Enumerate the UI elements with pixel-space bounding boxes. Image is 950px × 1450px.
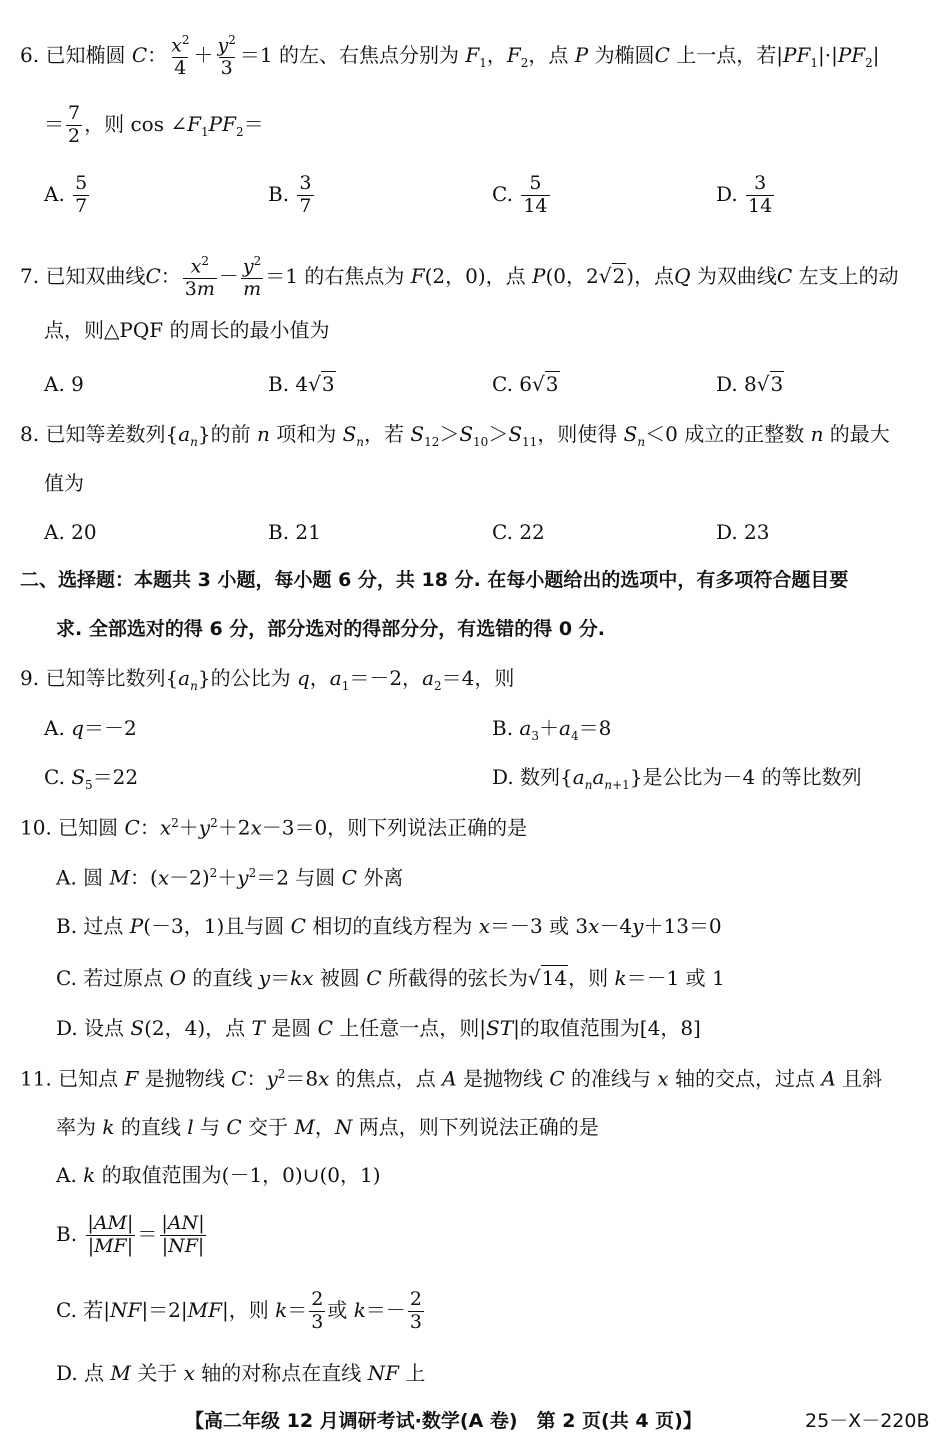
footer-title: 【高二年级 12 月调研考试·数学(A 卷) 第 2 页(共 4 页)】 <box>185 1410 702 1432</box>
q6-line2: ＝ $\frac{7}{2}$ ，则 $\cos \angle F_1PF_2=$ <box>44 102 264 147</box>
q8-number: 8. <box>20 422 40 446</box>
q6-number: 6. <box>20 43 40 68</box>
q10-option-c: C. 若过原点 O 的直线 y＝kx 被圆 C 所截得的弦长为√14，则 k＝－1 或 1 <box>56 966 725 990</box>
q9-option-b: B. $a_3+a_4=8$ <box>492 716 612 743</box>
q11-option-c: C. 若|NF|＝2|MF|，则 k＝ $\frac{2}{3}$ 或 k＝－ $\frac{2}{3}$ <box>56 1288 422 1333</box>
q8-option-a: A. 20 <box>44 520 97 544</box>
q6-text: 已知椭圆 <box>45 43 126 68</box>
q11-option-b: B. $\frac{|AM|}{|MF|}$ ＝ $\frac{|AN|}{|NF|}$ <box>56 1212 205 1257</box>
q7-option-c: C. 6√3 <box>492 372 559 396</box>
q11-option-a: A. k 的取值范围为(－1，0)∪(0，1) <box>56 1163 381 1187</box>
q10-stem: 10. 已知圆 C：$x^2+y^2+2x-3=0$，则下列说法正确的是 <box>20 815 528 840</box>
q8-line1: 8. 已知等差数列$\{a_n\}$的前 n 项和为 $S_n$，若 $S_{12}>S_{10}>S_{11}$，则使得 $S_n<0$ 成立的正整数 n 的最大 <box>20 422 890 449</box>
q7-text: 已知双曲线 <box>45 264 146 289</box>
page-footer <box>185 1406 930 1433</box>
q8-option-b: B. 21 <box>268 520 321 544</box>
q9-option-d: D. 数列$\{a_na_{n+1}\}$是公比为－4 的等比数列 <box>492 765 862 792</box>
q10-option-a: A. 圆 M：$(x-2)^2+y^2=2$ 与圆 C 外离 <box>56 865 404 890</box>
q6-line1: 6. 已知椭圆 C： $\frac{x^2}{4}$ ＋ $\frac{y^2}{3}$ ＝1 的左、右焦点分别为 $F_1$，$F_2$，点 P 为椭圆C 上一点，若$|PF_1|\cdot|PF_2|$ <box>20 33 880 80</box>
q11-option-d: D. 点 M 关于 x 轴的对称点在直线 NF 上 <box>56 1361 426 1385</box>
q6-option-a: A. $\frac{5}{7}$ <box>44 172 88 217</box>
q6-option-b: B. $\frac{3}{7}$ <box>268 172 312 217</box>
q11-line2: 率为 k 的直线 l 与 C 交于 M，N 两点，则下列说法正确的是 <box>56 1115 599 1139</box>
q7-text: 左支上的动 <box>798 264 899 289</box>
footer-code: 25－X－220B <box>805 1410 930 1432</box>
q6-text: 上一点，若| <box>676 43 783 68</box>
section-header-line1: 二、选择题：本题共 3 小题，每小题 6 分，共 18 分. 在每小题给出的选项中，有多项符合题目要 <box>20 569 849 591</box>
q7-line2: 点，则△PQF 的周长的最小值为 <box>44 318 330 342</box>
q7-line1: 7. 已知双曲线C： $\frac{x^2}{3m}$ － $\frac{y^2}{m}$ ＝1 的右焦点为 F(2，0)，点 P(0，2√2)，点Q 为双曲线C 左支上的动 <box>20 254 899 301</box>
fraction: $\frac{x^2}{4}$ <box>171 33 190 80</box>
q6-text: | <box>872 43 880 68</box>
q8-option-c: C. 22 <box>492 520 545 544</box>
q10-option-d: D. 设点 S(2，4)，点 T 是圆 C 上任意一点，则|ST|的取值范围为[4，8] <box>56 1016 701 1040</box>
section-header-line2: 求. 全部选对的得 6 分，部分选对的得部分分，有选错的得 0 分. <box>56 618 605 640</box>
q7-text: ，点 <box>485 264 526 289</box>
q7-text: 的右焦点为 <box>304 264 405 289</box>
q9-option-c: C. $S_5=22$ <box>44 765 139 792</box>
q9-option-a: A. q＝－2 <box>44 716 137 740</box>
q9-stem: 9. 已知等比数列$\{a_n\}$的公比为 q，$a_1=-2$，$a_2=4$，则 <box>20 666 515 693</box>
q8-line2: 值为 <box>44 471 84 495</box>
q6-text: 为椭圆 <box>594 43 655 68</box>
fraction: $\frac{y^2}{3}$ <box>217 33 236 80</box>
q7-text: ，点 <box>634 264 675 289</box>
q6-option-d: D. $\frac{3}{14}$ <box>716 172 773 217</box>
q7-number: 7. <box>20 264 40 289</box>
fraction: $\frac{7}{2}$ <box>68 102 81 147</box>
q7-option-d: D. 8√3 <box>716 372 784 396</box>
q10-option-b: B. 过点 P(－3，1)且与圆 C 相切的直线方程为 x＝－3 或 3x－4y＋13＝0 <box>56 914 722 938</box>
q6-text: 的左、右焦点分别为 <box>278 43 459 68</box>
q11-line1: 11. 已知点 F 是抛物线 C：$y^2=8x$ 的焦点，点 A 是抛物线 C 的准线与 x 轴的交点，过点 A 且斜 <box>20 1066 883 1091</box>
q6-text: ，则 cos ∠ <box>84 111 188 136</box>
q6-text: ＝ <box>243 111 264 136</box>
q7-option-a: A. 9 <box>44 372 84 396</box>
q7-option-b: B. 4√3 <box>268 372 335 396</box>
q6-option-c: C. $\frac{5}{14}$ <box>492 172 548 217</box>
q7-text: 为双曲线 <box>696 264 777 289</box>
q8-option-d: D. 23 <box>716 520 770 544</box>
q6-text: |·| <box>817 43 838 68</box>
q6-text: ，点 <box>528 43 569 68</box>
